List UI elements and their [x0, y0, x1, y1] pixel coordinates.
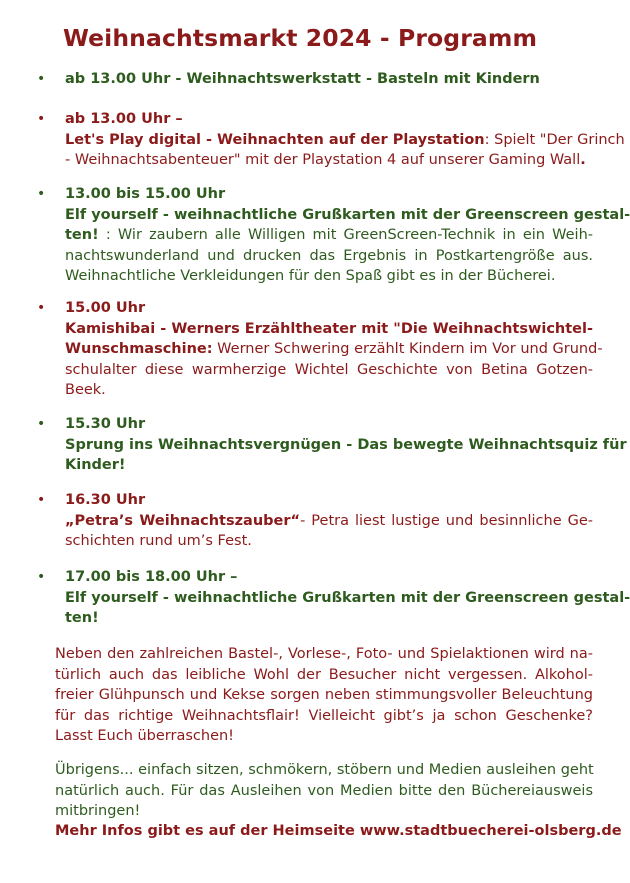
item-description-line: schulalter diese warmherzige Wichtel Geschichte von Betina Gotzen-: [65, 361, 593, 378]
item-content: [65, 184, 630, 287]
item-title-line: Elf yourself - weihnachtliche Grußkarten mit der Greenscreen gestal-: [65, 206, 630, 223]
item-description-line: Wunschmaschine: Werner Schwering erzählt Kindern im Vor und Grund-: [65, 341, 603, 357]
item-time-title: ab 13.00 Uhr - Weihnachtswerkstatt - Basteln mit Kindern: [65, 71, 540, 87]
paragraph-line: türlich auch das leibliche Wohl der Besucher nicht vergessen. Alkohol-: [55, 666, 593, 683]
bullet-icon: •: [37, 569, 46, 585]
more-info-text: Mehr Infos gibt es auf der Heimseite www.stadtbuecherei-olsberg.de: [55, 823, 622, 839]
bullet-icon: •: [37, 300, 46, 316]
item-time: ab 13.00 Uhr –: [65, 111, 183, 127]
paragraph-line: für das richtige Weihnachtsflair! Vielleicht gibt’s ja schon Geschenke?: [55, 707, 593, 724]
item-description-line: Beek.: [65, 382, 106, 398]
item-time: 17.00 bis 18.00 Uhr –: [65, 569, 238, 585]
bullet-icon: •: [37, 111, 46, 127]
page-title: Weihnachtsmarkt 2024 - Programm: [62, 24, 538, 52]
item-time: 16.30 Uhr: [65, 492, 146, 508]
item-description-line: nachtswunderland und drucken das Ergebnis in Postkartengröße aus.: [65, 247, 593, 264]
item-content: [65, 567, 630, 629]
item-time: 15.30 Uhr: [65, 416, 146, 432]
paragraph-line: freier Glühpunsch und Kekse sorgen neben stimmungsvoller Beleuchtung: [55, 687, 593, 703]
item-time: 13.00 bis 15.00 Uhr: [65, 186, 226, 202]
more-info-line: [55, 821, 622, 842]
paragraph-line: mitbringen!: [55, 803, 141, 819]
bullet-icon: •: [37, 186, 46, 202]
item-description-line: Let's Play digital - Weihnachten auf der Playstation: Spielt "Der Grinch: [65, 131, 625, 148]
item-description-line: Weihnachtliche Verkleidungen für den Spaß gibt es in der Bücherei.: [65, 268, 556, 284]
item-content: [65, 414, 627, 476]
bullet-icon: •: [37, 492, 46, 508]
item-title-line: Kinder!: [65, 457, 126, 473]
item-content: [65, 490, 593, 552]
paragraph-line: natürlich auch. Für das Ausleihen von Medien bitte den Büchereiausweis: [55, 782, 593, 799]
item-title-line: Elf yourself - weihnachtliche Grußkarten mit der Greenscreen gestal-: [65, 589, 630, 606]
info-paragraph-media: [55, 760, 593, 822]
item-title-line: Sprung ins Weihnachtsvergnügen - Das bewegte Weihnachtsquiz für: [65, 436, 627, 453]
paragraph-line: Übrigens... einfach sitzen, schmökern, stöbern und Medien ausleihen geht: [55, 762, 594, 778]
item-description-line: ten! : Wir zaubern alle Willigen mit GreenScreen-Technik in ein Weih-: [65, 227, 593, 243]
paragraph-line: Lasst Euch überraschen!: [55, 728, 234, 744]
item-content: [65, 298, 603, 401]
item-description-line: - Weihnachtsabenteuer" mit der Playstation 4 auf unserer Gaming Wall.: [65, 152, 586, 168]
item-content: [65, 109, 625, 171]
paragraph-line: Neben den zahlreichen Bastel-, Vorlese-, Foto- und Spielaktionen wird na-: [55, 646, 593, 662]
info-paragraph-food: [55, 644, 593, 747]
item-description-line: schichten rund um’s Fest.: [65, 533, 252, 549]
bullet-icon: •: [37, 71, 46, 87]
item-description-line: „Petra’s Weihnachtszauber“- Petra liest lustige und besinnliche Ge-: [65, 512, 593, 529]
bullet-icon: •: [37, 416, 46, 432]
item-content: [65, 69, 593, 90]
item-title-line: ten!: [65, 610, 99, 626]
item-time: 15.00 Uhr: [65, 300, 146, 316]
item-title-line: Kamishibai - Werners Erzähltheater mit "Die Weihnachtswichtel-: [65, 320, 593, 337]
